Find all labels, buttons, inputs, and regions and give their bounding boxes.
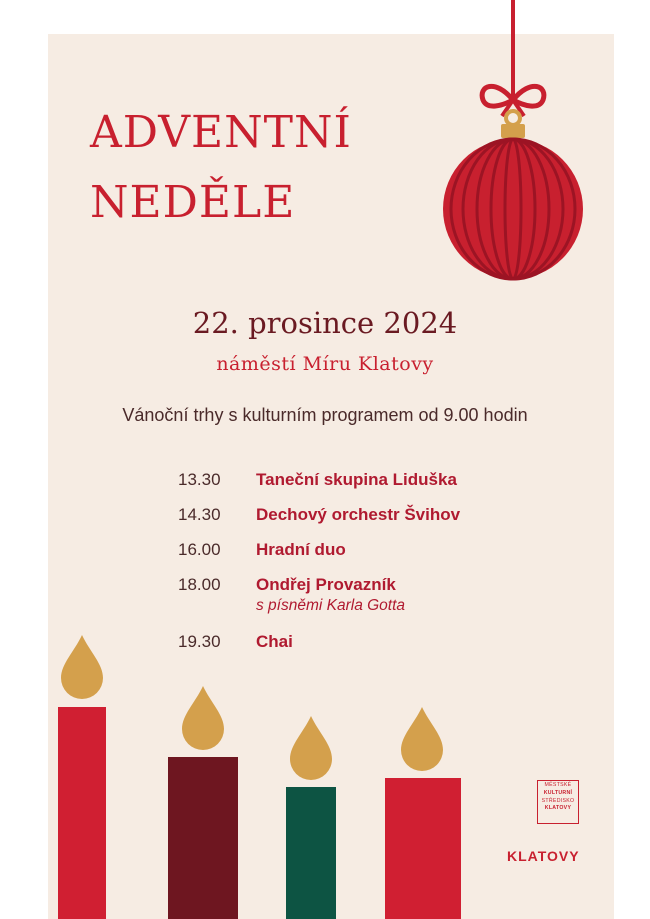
program-time: 13.30 <box>178 470 221 489</box>
page-title <box>90 98 352 238</box>
program-time: 14.30 <box>178 505 221 524</box>
logo-line-2: KULTURNÍ <box>543 789 573 796</box>
program-note: s písněmi Karla Gotta <box>256 597 406 614</box>
program-time: 16.00 <box>178 540 221 559</box>
ornament-icon <box>440 0 590 300</box>
city-logo: KLATOVY <box>507 848 580 864</box>
title-line-2: NEDĚLE <box>90 177 296 228</box>
logo-line-3: STŘEDISKO <box>541 797 575 804</box>
program-time: 18.00 <box>178 575 221 594</box>
program-time: 19.30 <box>178 632 221 651</box>
logo-line-1: MĚSTSKÉ <box>544 782 572 789</box>
program-act: Dechový orchestr Švihov <box>256 505 461 524</box>
program-act: Chai <box>256 632 293 651</box>
event-date: 22. prosince 2024 <box>192 306 458 340</box>
program-act: Hradní duo <box>256 540 346 559</box>
mks-logo <box>537 780 579 824</box>
title-line-1: ADVENTNÍ <box>90 107 352 158</box>
event-place: náměstí Míru Klatovy <box>216 353 434 375</box>
program-act: Ondřej Provazník <box>256 575 396 594</box>
logo-line-4: KLATOVY <box>544 805 572 812</box>
program-act: Taneční skupina Liduška <box>256 470 457 489</box>
event-tagline: Vánoční trhy s kulturním programem od 9.00 hodin <box>122 405 528 425</box>
